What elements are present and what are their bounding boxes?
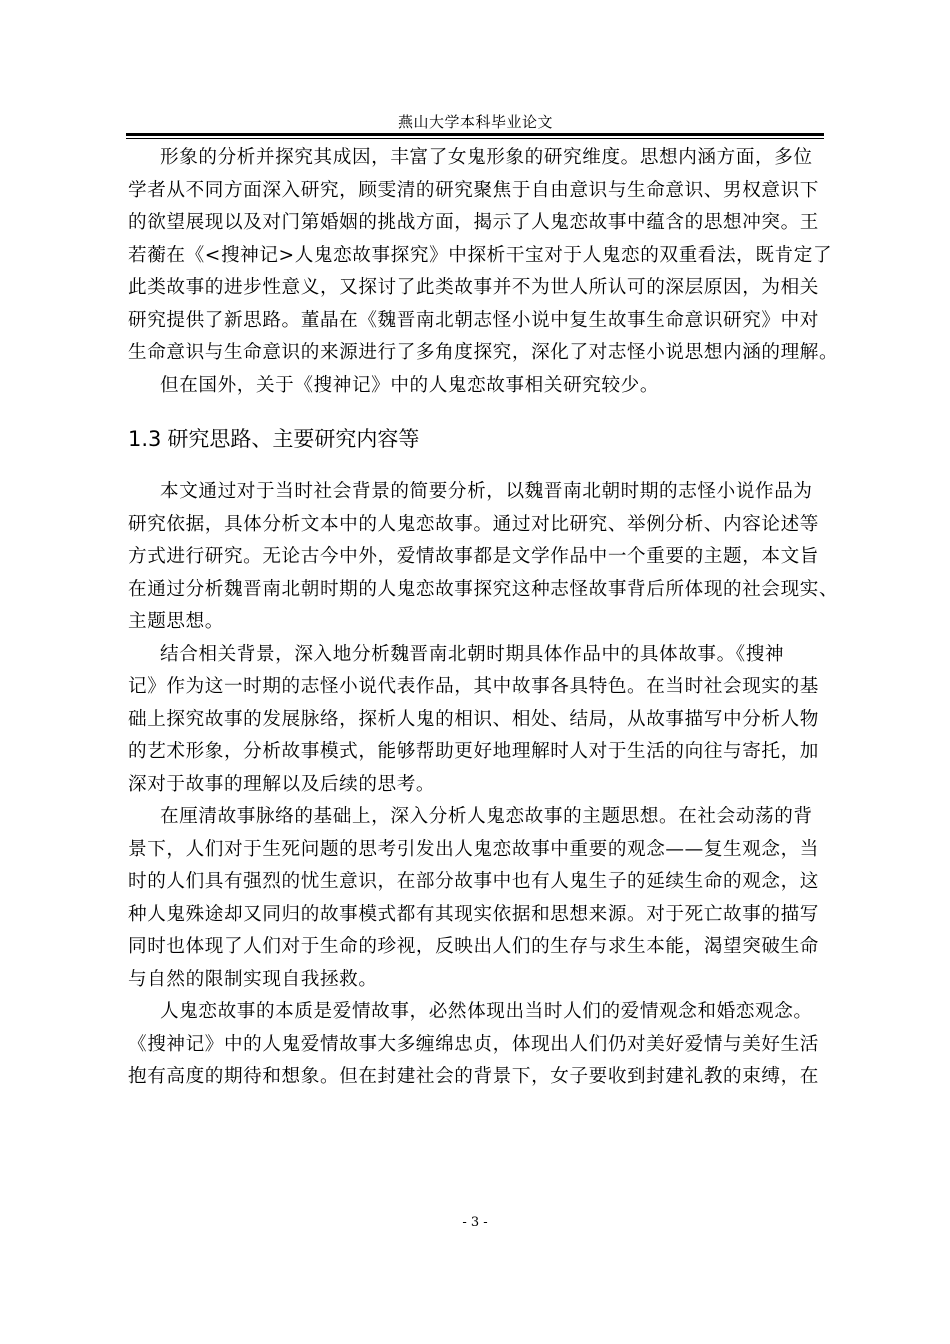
header-rule-thick — [126, 133, 824, 136]
text-line: 此类故事的进步性意义，又探讨了此类故事并不为世人所认可的深层原因，为相关 — [128, 277, 819, 298]
paragraph — [128, 639, 828, 802]
paragraph — [128, 801, 828, 996]
text-line: 结合相关背景，深入地分析魏晋南北朝时期具体作品中的具体故事。《搜神 — [160, 643, 785, 665]
paragraph — [128, 370, 828, 403]
text-line: 础上探究故事的发展脉络，探析人鬼的相识、相处、结局，从故事描写中分析人物 — [128, 708, 819, 730]
text-line: 形象的分析并探究其成因，丰富了女鬼形象的研究维度。思想内涵方面，多位 — [160, 147, 813, 168]
text-line: 若蘅在《<搜神记>人鬼恋故事探究》中探析干宝对于人鬼恋的双重看法，既肯定了 — [128, 244, 833, 266]
text-line: 在通过分析魏晋南北朝时期的人鬼恋故事探究这种志怪故事背后所体现的社会现实、 — [128, 578, 839, 600]
text-line: 深对于故事的理解以及后续的思考。 — [128, 773, 436, 795]
running-header: 燕山大学本科毕业论文 — [397, 113, 553, 131]
text-line: 抱有高度的期待和想象。但在封建社会的背景下，女子要收到封建礼教的束缚，在 — [128, 1066, 819, 1087]
text-line: 景下，人们对于生死问题的思考引发出人鬼恋故事中重要的观念——复生观念，当 — [128, 838, 819, 860]
paragraph — [128, 142, 839, 370]
text-line: 研究依据，具体分析文本中的人鬼恋故事。通过对比研究、举例分析、内容论述等 — [128, 513, 819, 535]
text-line: 的欲望展现以及对门第婚姻的挑战方面，揭示了人鬼恋故事中蕴含的思想冲突。王 — [128, 212, 819, 233]
paragraph — [128, 996, 828, 1094]
text-line: 研究提供了新思路。董晶在《魏晋南北朝志怪小说中复生故事生命意识研究》中对 — [128, 309, 819, 331]
text-line: 本文通过对于当时社会背景的简要分析，以魏晋南北朝时期的志怪小说作品为 — [160, 481, 813, 502]
section-heading — [128, 414, 828, 464]
section-title: 研究思路、主要研究内容等 — [167, 427, 420, 451]
text-line: 人鬼恋故事的本质是爱情故事，必然体现出当时人们的爱情观念和婚恋观念。 — [160, 1001, 813, 1022]
paragraph — [128, 476, 839, 639]
text-line: 种人鬼殊途却又同归的故事模式都有其现实依据和思想来源。对于死亡故事的描写 — [128, 903, 819, 925]
text-line: 在厘清故事脉络的基础上，深入分析人鬼恋故事的主题思想。在社会动荡的背 — [160, 806, 813, 827]
text-line: 但在国外，关于《搜神记》中的人鬼恋故事相关研究较少。 — [160, 374, 660, 396]
section-number: 1.3 — [128, 427, 162, 451]
text-line: 主题思想。 — [128, 611, 224, 632]
text-line: 的艺术形象，分析故事模式，能够帮助更好地理解时人对于生活的向往与寄托，加 — [128, 741, 819, 762]
text-line: 《搜神记》中的人鬼爱情故事大多缠绵忠贞，体现出人们仍对美好爱情与美好生活 — [128, 1033, 819, 1055]
text-line: 同时也体现了人们对于生命的珍视，反映出人们的生存与求生本能，渴望突破生命 — [128, 936, 819, 957]
header-rule-thin — [126, 138, 824, 139]
text-line: 时的人们具有强烈的忧生意识，在部分故事中也有人鬼生子的延续生命的观念，这 — [128, 871, 819, 892]
text-line: 方式进行研究。无论古今中外，爱情故事都是文学作品中一个重要的主题，本文旨 — [128, 546, 819, 567]
text-line: 生命意识与生命意识的来源进行了多角度探究，深化了对志怪小说思想内涵的理解。 — [128, 342, 839, 363]
text-line: 学者从不同方面深入研究，顾雯清的研究聚焦于自由意识与生命意识、男权意识下 — [128, 179, 819, 201]
body-content — [128, 142, 839, 1094]
text-line: 记》作为这一时期的志怪小说代表作品，其中故事各具特色。在当时社会现实的基 — [128, 676, 819, 697]
text-line: 与自然的限制实现自我拯救。 — [128, 968, 378, 990]
page-number: - 3 - — [462, 1215, 488, 1230]
